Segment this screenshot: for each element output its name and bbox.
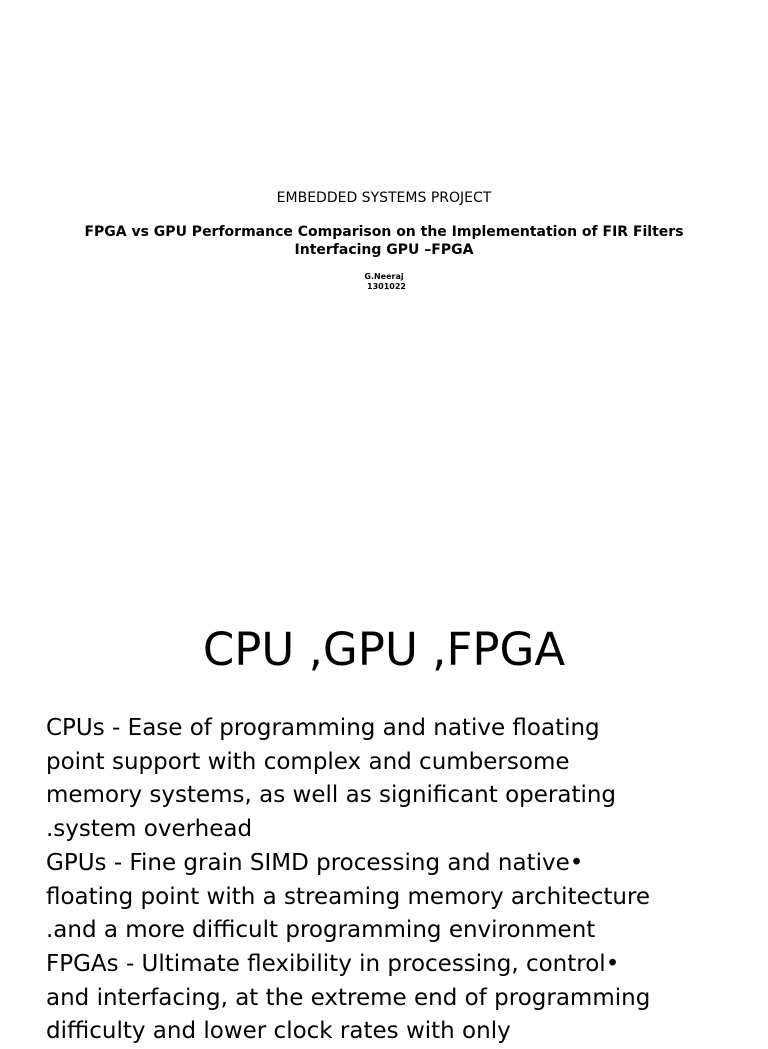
author-name: G.Neeraj (364, 272, 404, 281)
body-line: difficulty and lower clock rates with only (46, 1018, 511, 1045)
title-line-2: Interfacing GPU –FPGA (294, 242, 474, 258)
body-line: memory systems, as well as significant operating (46, 782, 617, 809)
body-line: FPGAs - Ultimate flexibility in processing, control• (46, 950, 620, 977)
body-line: GPUs - Fine grain SIMD processing and native• (46, 849, 584, 876)
presentation-title (40, 223, 728, 259)
body-line: and interfacing, at the extreme end of programming (46, 984, 651, 1011)
content-slide (0, 576, 768, 1045)
author-id: 1301022 (367, 282, 406, 291)
body-line: point support with complex and cumbersome (46, 748, 570, 775)
body-line: floating point with a streaming memory architecture (46, 883, 651, 910)
body-line: .system overhead (46, 816, 253, 843)
author-block (0, 272, 768, 292)
title-line-1: FPGA vs GPU Performance Comparison on the Implementation of FIR Filters (84, 224, 684, 240)
body-line: .and a more difficult programming environment (46, 917, 596, 944)
slide-heading: CPU ,GPU ,FPGA (202, 623, 566, 676)
body-line: CPUs - Ease of programming and native floating (46, 715, 600, 741)
project-label: EMBEDDED SYSTEMS PROJECT (276, 190, 492, 206)
slide-body (46, 712, 746, 1049)
